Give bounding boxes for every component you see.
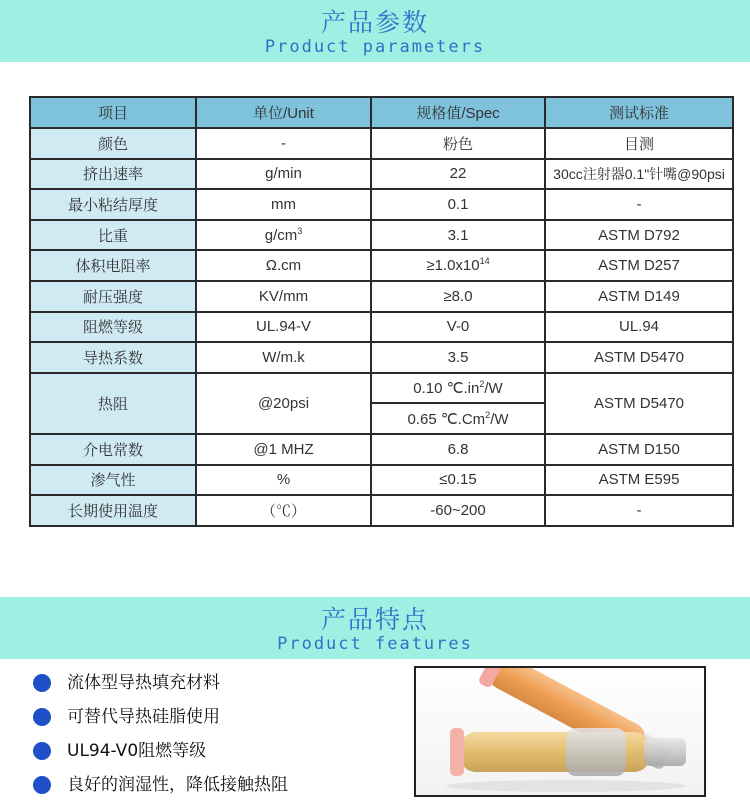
spec-superscript: 14 bbox=[479, 256, 490, 267]
table-row bbox=[30, 434, 733, 465]
syringe-image bbox=[416, 668, 704, 795]
params-title-en: Product parameters bbox=[264, 37, 486, 57]
table-row bbox=[30, 342, 733, 373]
row-spec-cell bbox=[371, 250, 545, 281]
row-spec: 粉色 bbox=[371, 128, 545, 159]
row-name: 挤出速率 bbox=[30, 159, 196, 190]
spec-superscript: 2 bbox=[479, 379, 485, 390]
params-banner bbox=[0, 0, 750, 62]
row-standard: ASTM D5470 bbox=[545, 342, 733, 373]
table-row bbox=[30, 128, 733, 159]
row-standard: - bbox=[545, 189, 733, 220]
bullet-icon bbox=[33, 674, 51, 692]
row-unit: W/m.k bbox=[196, 342, 371, 373]
row-spec: 0.1 bbox=[371, 189, 545, 220]
row-standard: ASTM E595 bbox=[545, 465, 733, 496]
bullet-icon bbox=[33, 742, 51, 760]
table-row bbox=[30, 250, 733, 281]
table-row bbox=[30, 220, 733, 251]
row-name: 体积电阻率 bbox=[30, 250, 196, 281]
spec-tail: /W bbox=[490, 410, 509, 428]
row-name: 耐压强度 bbox=[30, 281, 196, 312]
row-spec: 22 bbox=[371, 159, 545, 190]
table-row bbox=[30, 281, 733, 312]
row-spec-cell bbox=[371, 403, 545, 434]
row-unit: @1 MHZ bbox=[196, 434, 371, 465]
row-unit-cell bbox=[196, 220, 371, 251]
product-photo bbox=[414, 666, 706, 797]
row-name: 介电常数 bbox=[30, 434, 196, 465]
row-standard: ASTM D257 bbox=[545, 250, 733, 281]
row-unit: UL.94-V bbox=[196, 312, 371, 343]
features-banner bbox=[0, 597, 750, 659]
row-standard: 目测 bbox=[545, 128, 733, 159]
row-unit: mm bbox=[196, 189, 371, 220]
table-row bbox=[30, 465, 733, 496]
row-spec: 0.10 ℃.in bbox=[413, 380, 480, 398]
feature-list bbox=[33, 666, 393, 802]
table-row bbox=[30, 312, 733, 343]
row-unit: g/cm bbox=[264, 226, 298, 244]
list-item bbox=[33, 666, 393, 700]
table-row bbox=[30, 495, 733, 526]
header-spec: 规格值/Spec bbox=[371, 97, 545, 128]
row-standard: - bbox=[545, 495, 733, 526]
spec-table bbox=[29, 96, 734, 527]
row-spec: 0.65 ℃.Cm bbox=[407, 410, 486, 428]
row-standard: ASTM D150 bbox=[545, 434, 733, 465]
row-standard: 30cc注射器0.1"针嘴@90psi bbox=[545, 159, 733, 190]
feature-text: 流体型导热填充材料 bbox=[67, 673, 220, 693]
row-unit: g/min bbox=[196, 159, 371, 190]
unit-superscript: 3 bbox=[297, 225, 303, 236]
row-standard: ASTM D5470 bbox=[545, 373, 733, 434]
row-name: 阻燃等级 bbox=[30, 312, 196, 343]
row-name: 长期使用温度 bbox=[30, 495, 196, 526]
feature-text: UL94-V0阻燃等级 bbox=[67, 741, 207, 761]
row-name: 热阻 bbox=[30, 373, 196, 434]
feature-text: 可替代导热硅脂使用 bbox=[67, 707, 220, 727]
row-unit: KV/mm bbox=[196, 281, 371, 312]
list-item bbox=[33, 700, 393, 734]
header-standard: 测试标准 bbox=[545, 97, 733, 128]
row-name: 渗气性 bbox=[30, 465, 196, 496]
table-header-row bbox=[30, 97, 733, 128]
features-title-cn: 产品特点 bbox=[320, 605, 429, 634]
list-item bbox=[33, 734, 393, 768]
row-unit: - bbox=[196, 128, 371, 159]
row-unit: Ω.cm bbox=[196, 250, 371, 281]
row-name: 比重 bbox=[30, 220, 196, 251]
header-item: 项目 bbox=[30, 97, 196, 128]
row-spec-cell bbox=[371, 373, 545, 404]
table-row bbox=[30, 189, 733, 220]
row-spec: 6.8 bbox=[371, 434, 545, 465]
row-spec: 3.1 bbox=[371, 220, 545, 251]
table-row-thermal bbox=[30, 373, 733, 404]
row-spec: ≥8.0 bbox=[371, 281, 545, 312]
row-unit: % bbox=[196, 465, 371, 496]
table-row bbox=[30, 159, 733, 190]
row-name: 最小粘结厚度 bbox=[30, 189, 196, 220]
row-standard: ASTM D792 bbox=[545, 220, 733, 251]
row-unit: @20psi bbox=[196, 373, 371, 434]
row-standard: UL.94 bbox=[545, 312, 733, 343]
row-unit: （℃） bbox=[196, 495, 371, 526]
row-spec: -60~200 bbox=[371, 495, 545, 526]
header-unit: 单位/Unit bbox=[196, 97, 371, 128]
params-title-cn: 产品参数 bbox=[320, 8, 429, 37]
row-spec: ≤0.15 bbox=[371, 465, 545, 496]
spec-tail: /W bbox=[484, 380, 503, 398]
row-name: 颜色 bbox=[30, 128, 196, 159]
spec-superscript: 2 bbox=[485, 409, 491, 420]
row-spec: V-0 bbox=[371, 312, 545, 343]
feature-text: 良好的润湿性，降低接触热阻 bbox=[67, 775, 288, 795]
features-title-en: Product features bbox=[277, 634, 473, 654]
bullet-icon bbox=[33, 708, 51, 726]
list-item bbox=[33, 768, 393, 802]
row-spec: ≥1.0x10 bbox=[426, 257, 480, 275]
bullet-icon bbox=[33, 776, 51, 794]
row-standard: ASTM D149 bbox=[545, 281, 733, 312]
row-spec: 3.5 bbox=[371, 342, 545, 373]
row-name: 导热系数 bbox=[30, 342, 196, 373]
